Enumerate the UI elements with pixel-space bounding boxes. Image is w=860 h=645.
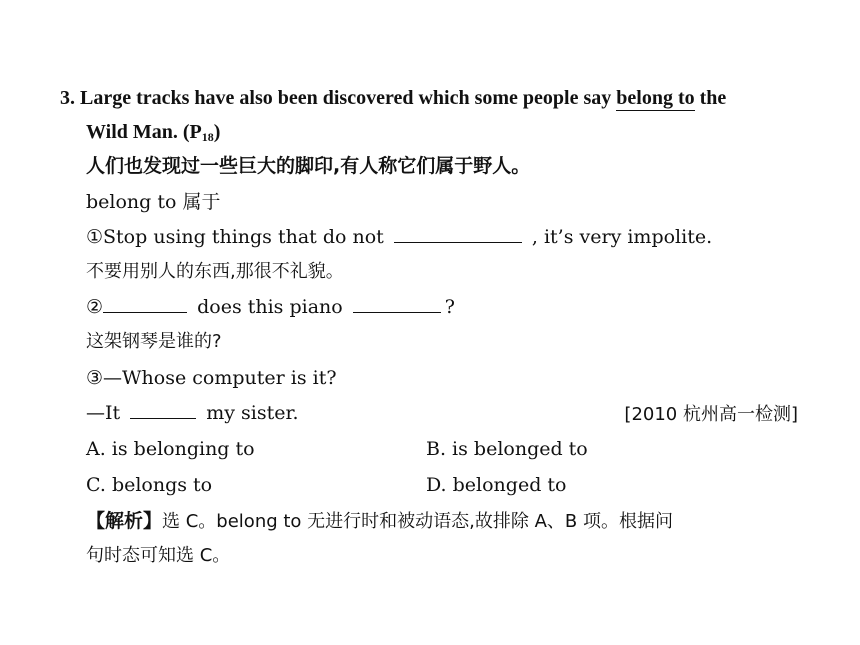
exercise-1-pre: ①Stop using things that do not xyxy=(86,226,384,248)
question-line-2 xyxy=(86,119,220,150)
option-b[interactable]: B. is belonged to xyxy=(426,438,588,460)
option-c[interactable]: C. belongs to xyxy=(86,474,213,496)
exercise-2-mid: does this piano xyxy=(197,296,343,318)
page-ref-close: ) xyxy=(213,121,221,143)
exercise-3-post: my sister. xyxy=(206,402,299,424)
exercise-2 xyxy=(86,294,455,320)
page-ref-subscript: 18 xyxy=(201,130,214,144)
exercise-1-translation: 不要用别人的东西,那很不礼貌。 xyxy=(86,261,344,282)
exercise-3-question: ③—Whose computer is it? xyxy=(86,367,337,389)
option-a[interactable]: A. is belonging to xyxy=(86,438,255,460)
exercise-3-pre: —It xyxy=(86,402,121,424)
blank-1[interactable] xyxy=(394,224,522,243)
phrase-definition: belong to 属于 xyxy=(86,191,221,213)
key-phrase-underlined: belong to xyxy=(616,87,695,109)
exercise-2-translation: 这架钢琴是谁的? xyxy=(86,331,222,352)
exercise-1-post: , it’s very impolite. xyxy=(531,226,713,248)
exercise-3-answer xyxy=(86,400,299,426)
exercise-2-mark: ② xyxy=(86,296,104,318)
question-text-post: the xyxy=(694,87,727,109)
exercise-3-source: [2010 杭州高一检测] xyxy=(624,404,798,425)
question-text-pre: Large tracks have also been discovered which some people say xyxy=(80,87,617,109)
analysis-line-1 xyxy=(86,508,673,535)
blank-2b[interactable] xyxy=(353,294,441,313)
exercise-2-end: ? xyxy=(444,296,455,318)
question-translation: 人们也发现过一些巨大的脚印,有人称它们属于野人。 xyxy=(86,155,531,177)
question-number: 3. xyxy=(60,87,75,109)
question-text-2: Wild Man. (P xyxy=(86,121,202,143)
analysis-line-2: 句时态可知选 C。 xyxy=(86,545,231,566)
option-d[interactable]: D. belonged to xyxy=(426,474,567,496)
analysis-text-1: 选 C。belong to 无进行时和被动语态,故排除 A、B 项。根据问 xyxy=(162,511,673,532)
blank-2a[interactable] xyxy=(103,294,187,313)
question-line-1 xyxy=(60,85,726,111)
exercise-1 xyxy=(86,224,712,250)
analysis-tag: 【解析】 xyxy=(86,510,163,532)
blank-3[interactable] xyxy=(130,400,196,419)
